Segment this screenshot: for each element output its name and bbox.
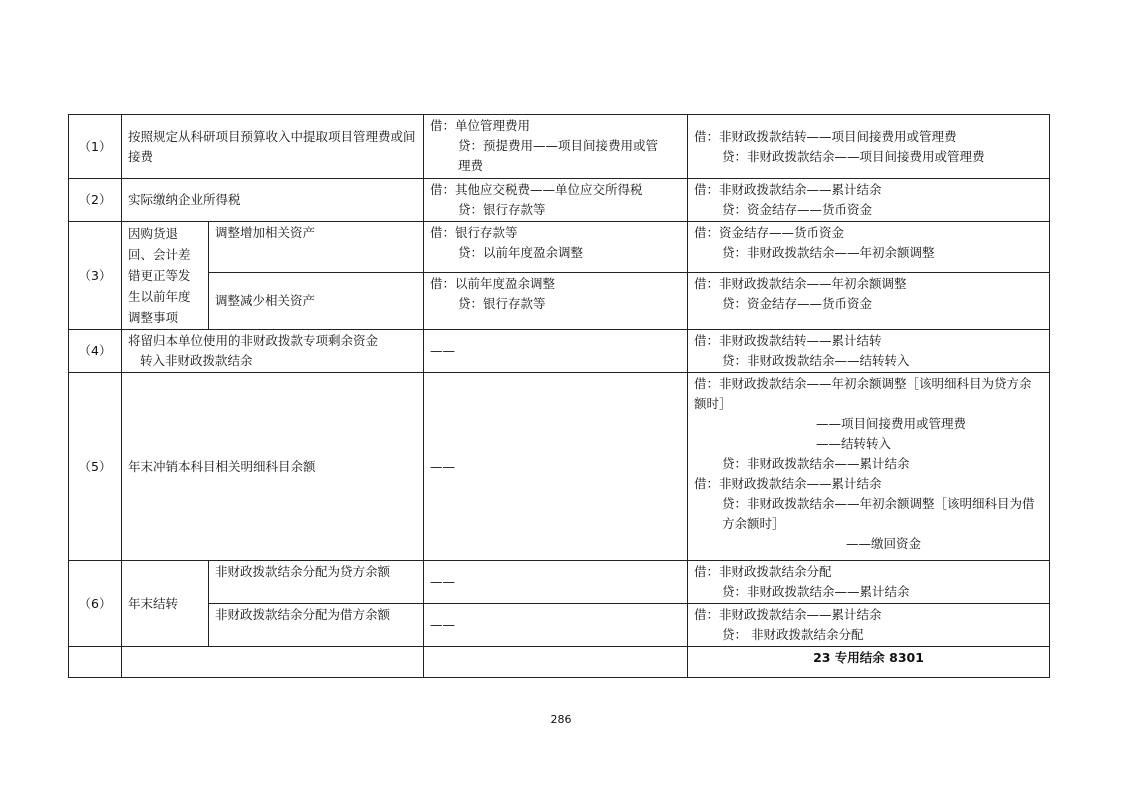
table-row bbox=[69, 647, 1050, 678]
budget-entry: 借：非财政拨款结余——累计结余 贷：资金结存——货币资金 bbox=[688, 179, 1050, 222]
empty-cell bbox=[424, 647, 688, 678]
table-row bbox=[69, 115, 1050, 179]
row-number: （4） bbox=[69, 330, 122, 373]
budget-entry: 借：非财政拨款结转——项目间接费用或管理费 贷：非财政拨款结余——项目间接费用或管理费 bbox=[688, 115, 1050, 179]
table-row bbox=[69, 604, 1050, 647]
row-number: （3） bbox=[69, 222, 122, 330]
business-description: 因购货退回、会计差错更正等发生以前年度调整事项 bbox=[122, 222, 209, 330]
table-row bbox=[69, 561, 1050, 604]
sub-description: 非财政拨款结余分配为贷方余额 bbox=[209, 561, 424, 604]
empty-cell bbox=[69, 647, 122, 678]
budget-entry: 借：非财政拨款结转——累计结转 贷：非财政拨款结余——结转转入 bbox=[688, 330, 1050, 373]
table-row bbox=[69, 373, 1050, 561]
row-number: （2） bbox=[69, 179, 122, 222]
table-row bbox=[69, 330, 1050, 373]
financial-entry: 借：银行存款等 贷：以前年度盈余调整 bbox=[424, 222, 688, 273]
row-number: （1） bbox=[69, 115, 122, 179]
business-description: 按照规定从科研项目预算收入中提取项目管理费或间接费 bbox=[122, 115, 424, 179]
business-description: 年末冲销本科目相关明细科目余额 bbox=[122, 373, 424, 561]
financial-entry: —— bbox=[424, 330, 688, 373]
budget-entry: 借：非财政拨款结余——累计结余 贷： 非财政拨款结余分配 bbox=[688, 604, 1050, 647]
business-description: 年末结转 bbox=[122, 561, 209, 647]
financial-entry: —— bbox=[424, 373, 688, 561]
empty-cell bbox=[122, 647, 424, 678]
financial-entry: 借：单位管理费用 贷：预提费用——项目间接费用或管 理费 bbox=[424, 115, 688, 179]
budget-entry: 借：非财政拨款结余分配 贷：非财政拨款结余——累计结余 bbox=[688, 561, 1050, 604]
table-row bbox=[69, 273, 1050, 330]
financial-entry: —— bbox=[424, 561, 688, 604]
page-number: 286 bbox=[550, 713, 572, 726]
financial-entry: —— bbox=[424, 604, 688, 647]
business-description: 实际缴纳企业所得税 bbox=[122, 179, 424, 222]
accounting-entries-table bbox=[68, 114, 1050, 678]
row-number: （6） bbox=[69, 561, 122, 647]
table-row bbox=[69, 179, 1050, 222]
table-row bbox=[69, 222, 1050, 273]
sub-description: 非财政拨款结余分配为借方余额 bbox=[209, 604, 424, 647]
row-number: （5） bbox=[69, 373, 122, 561]
budget-entry: 借：资金结存——货币资金 贷：非财政拨款结余——年初余额调整 bbox=[688, 222, 1050, 273]
financial-entry: 借：以前年度盈余调整 贷：银行存款等 bbox=[424, 273, 688, 330]
section-title: 23 专用结余 8301 bbox=[688, 647, 1050, 678]
sub-description: 调整增加相关资产 bbox=[209, 222, 424, 273]
business-description: 将留归本单位使用的非财政拨款专项剩余资金 转入非财政拨款结余 bbox=[122, 330, 424, 373]
budget-entry: 借：非财政拨款结余——年初余额调整 贷：资金结存——货币资金 bbox=[688, 273, 1050, 330]
budget-entry: 借：非财政拨款结余——年初余额调整［该明细科目为贷方余额时］ ——项目间接费用或管理费 ——结转转入 贷：非财政拨款结余——累计结余 借：非财政拨款结余——累计结余 贷：非财政拨款结余——年初余额调整［该明细科目为借方余额时］ ——缴回资金 bbox=[688, 373, 1050, 561]
sub-description: 调整减少相关资产 bbox=[209, 273, 424, 330]
financial-entry: 借：其他应交税费——单位应交所得税 贷：银行存款等 bbox=[424, 179, 688, 222]
